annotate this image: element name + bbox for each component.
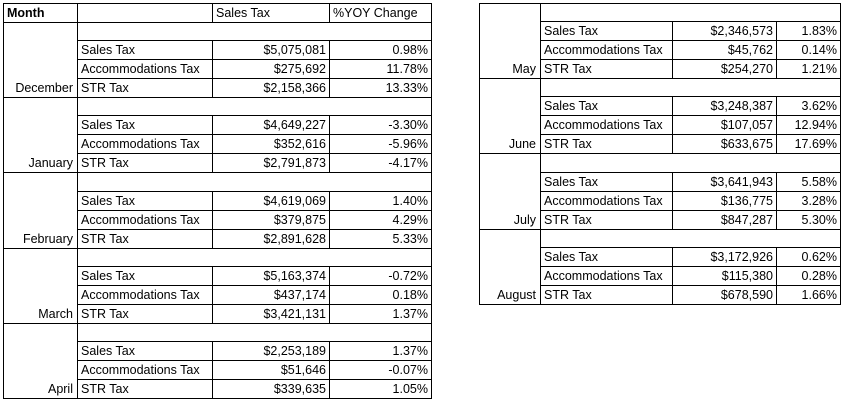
tax-table-right	[479, 3, 841, 305]
tax-type-cell: STR Tax	[541, 210, 673, 229]
tax-amount-cell: $4,619,069	[213, 191, 330, 210]
month-spacer-row	[4, 323, 432, 341]
yoy-change-cell: -3.30%	[330, 116, 432, 135]
tax-amount-cell: $275,692	[213, 60, 330, 79]
month-spacer-row	[480, 4, 841, 22]
tax-amount-cell: $2,253,189	[213, 341, 330, 360]
yoy-change-cell: 1.37%	[330, 304, 432, 323]
month-spacer-row	[480, 79, 841, 97]
spacer-cell	[541, 154, 841, 172]
tax-amount-cell: $136,775	[673, 191, 777, 210]
tax-type-cell: Accommodations Tax	[78, 360, 213, 379]
tax-type-cell: Accommodations Tax	[78, 60, 213, 79]
yoy-change-cell: 5.30%	[777, 210, 841, 229]
tax-type-cell: Accommodations Tax	[541, 266, 673, 285]
tax-type-cell: Accommodations Tax	[541, 116, 673, 135]
header-row	[4, 4, 432, 23]
yoy-change-cell: 1.40%	[330, 191, 432, 210]
tax-amount-cell: $379,875	[213, 210, 330, 229]
header-yoy-change: %YOY Change	[330, 4, 432, 23]
yoy-change-cell: 5.33%	[330, 229, 432, 248]
yoy-change-cell: 0.18%	[330, 285, 432, 304]
tax-type-cell: Accommodations Tax	[78, 135, 213, 154]
yoy-change-cell: 11.78%	[330, 60, 432, 79]
tax-amount-cell: $3,421,131	[213, 304, 330, 323]
header-sales-tax: Sales Tax	[213, 4, 330, 23]
month-spacer-row	[480, 229, 841, 247]
yoy-change-cell: 5.58%	[777, 172, 841, 191]
tax-amount-cell: $5,163,374	[213, 266, 330, 285]
yoy-change-cell: 3.62%	[777, 97, 841, 116]
tax-amount-cell: $5,075,081	[213, 41, 330, 60]
tax-type-cell: Sales Tax	[541, 247, 673, 266]
tax-type-cell: Accommodations Tax	[78, 285, 213, 304]
tax-type-cell: STR Tax	[78, 304, 213, 323]
spacer-cell	[541, 4, 841, 22]
month-spacer-row	[4, 23, 432, 41]
yoy-change-cell: 1.05%	[330, 379, 432, 398]
yoy-change-cell: 0.98%	[330, 41, 432, 60]
tax-amount-cell: $3,248,387	[673, 97, 777, 116]
tax-table-left	[3, 3, 432, 399]
tax-type-cell: STR Tax	[78, 379, 213, 398]
month-label: June	[480, 79, 541, 154]
month-label: May	[480, 4, 541, 79]
tax-type-cell: STR Tax	[78, 154, 213, 173]
month-label: February	[4, 173, 78, 248]
yoy-change-cell: -0.72%	[330, 266, 432, 285]
spacer-cell	[78, 98, 432, 116]
month-label: April	[4, 323, 78, 398]
spacer-cell	[78, 323, 432, 341]
tax-type-cell: Sales Tax	[541, 97, 673, 116]
tax-amount-cell: $254,270	[673, 60, 777, 79]
month-label: March	[4, 248, 78, 323]
yoy-change-cell: 0.28%	[777, 266, 841, 285]
tax-amount-cell: $339,635	[213, 379, 330, 398]
yoy-change-cell: -0.07%	[330, 360, 432, 379]
tax-amount-cell: $847,287	[673, 210, 777, 229]
yoy-change-cell: 1.83%	[777, 22, 841, 41]
month-spacer-row	[4, 173, 432, 191]
yoy-change-cell: 13.33%	[330, 79, 432, 98]
tax-type-cell: Accommodations Tax	[78, 210, 213, 229]
tax-type-cell: Sales Tax	[78, 191, 213, 210]
yoy-change-cell: 1.66%	[777, 285, 841, 304]
yoy-change-cell: 0.62%	[777, 247, 841, 266]
tax-type-cell: Sales Tax	[78, 116, 213, 135]
month-label: January	[4, 98, 78, 173]
month-label: July	[480, 154, 541, 229]
tax-type-cell: Accommodations Tax	[541, 41, 673, 60]
spacer-cell	[541, 79, 841, 97]
tax-type-cell: STR Tax	[541, 135, 673, 154]
spacer-cell	[541, 229, 841, 247]
tax-type-cell: STR Tax	[541, 60, 673, 79]
tax-amount-cell: $2,791,873	[213, 154, 330, 173]
tax-amount-cell: $352,616	[213, 135, 330, 154]
tax-type-cell: Sales Tax	[78, 341, 213, 360]
tax-amount-cell: $437,174	[213, 285, 330, 304]
month-label: August	[480, 229, 541, 304]
tax-amount-cell: $678,590	[673, 285, 777, 304]
tax-type-cell: Sales Tax	[541, 172, 673, 191]
month-label: December	[4, 23, 78, 98]
yoy-change-cell: 1.37%	[330, 341, 432, 360]
tax-type-cell: Accommodations Tax	[541, 191, 673, 210]
tax-amount-cell: $3,172,926	[673, 247, 777, 266]
spacer-cell	[78, 23, 432, 41]
tax-type-cell: Sales Tax	[541, 22, 673, 41]
month-spacer-row	[4, 248, 432, 266]
tax-amount-cell: $4,649,227	[213, 116, 330, 135]
tax-amount-cell: $51,646	[213, 360, 330, 379]
tax-amount-cell: $2,346,573	[673, 22, 777, 41]
spacer-cell	[78, 248, 432, 266]
tax-amount-cell: $2,158,366	[213, 79, 330, 98]
tax-type-cell: Sales Tax	[78, 41, 213, 60]
yoy-change-cell: 0.14%	[777, 41, 841, 60]
yoy-change-cell: 3.28%	[777, 191, 841, 210]
yoy-change-cell: 12.94%	[777, 116, 841, 135]
tax-type-cell: STR Tax	[78, 79, 213, 98]
tax-type-cell: STR Tax	[78, 229, 213, 248]
tax-amount-cell: $3,641,943	[673, 172, 777, 191]
yoy-change-cell: 1.21%	[777, 60, 841, 79]
yoy-change-cell: 17.69%	[777, 135, 841, 154]
month-spacer-row	[4, 98, 432, 116]
header-month: Month	[4, 4, 78, 23]
tax-type-cell: STR Tax	[541, 285, 673, 304]
tax-amount-cell: $107,057	[673, 116, 777, 135]
tax-amount-cell: $633,675	[673, 135, 777, 154]
yoy-change-cell: 4.29%	[330, 210, 432, 229]
tax-amount-cell: $115,380	[673, 266, 777, 285]
tax-type-cell: Sales Tax	[78, 266, 213, 285]
spacer-cell	[78, 173, 432, 191]
yoy-change-cell: -4.17%	[330, 154, 432, 173]
header-blank	[78, 4, 213, 23]
tax-amount-cell: $2,891,628	[213, 229, 330, 248]
month-spacer-row	[480, 154, 841, 172]
tax-amount-cell: $45,762	[673, 41, 777, 60]
yoy-change-cell: -5.96%	[330, 135, 432, 154]
